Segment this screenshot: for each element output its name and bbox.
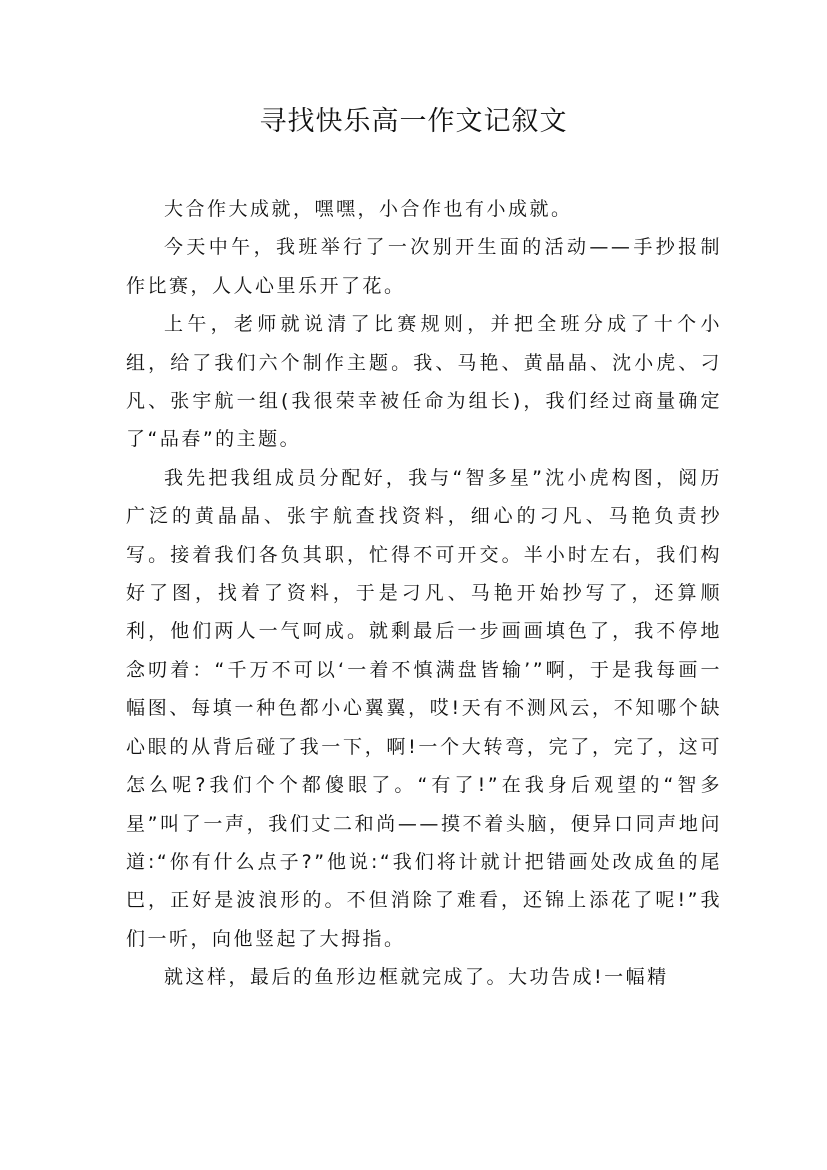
document-body bbox=[126, 190, 722, 997]
paragraph-3: 上午，老师就说清了比赛规则，并把全班分成了十个小组，给了我们六个制作主题。我、马艳、黄晶晶、沈小虎、刁凡、张宇航一组(我很荣幸被任命为组长)，我们经过商量确定了“品春”的主题。 bbox=[126, 313, 722, 451]
document-title: 寻找快乐高一作文记叙文 bbox=[259, 106, 568, 137]
paragraph-5: 就这样，最后的鱼形边框就完成了。大功告成!一幅精 bbox=[164, 966, 669, 989]
paragraph-2: 今天中午，我班举行了一次别开生面的活动——手抄报制作比赛，人人心里乐开了花。 bbox=[126, 236, 722, 297]
paragraph-1: 大合作大成就，嘿嘿，小合作也有小成就。 bbox=[164, 198, 573, 220]
paragraph-4: 我先把我组成员分配好，我与“智多星”沈小虎构图，阅历广泛的黄晶晶、张宇航查找资料，细心的刁凡、马艳负责抄写。接着我们各负其职，忙得不可开交。半小时左右，我们构好了图，找着了资料，于是刁凡、马艳开始抄写了，还算顺利，他们两人一气呵成。就剩最后一步画画填色了，我不停地念叨着：“千万不可以‘一着不慎满盘皆输’”啊，于是我每画一幅图、每填一种色都小心翼翼，哎!天有不测风云，不知哪个缺心眼的从背后碰了我一下，啊!一个大转弯，完了，完了，这可怎么呢?我们个个都傻眼了。“有了!”在我身后观望的“智多星”叫了一声，我们丈二和尚——摸不着头脑，便异口同声地问道:“你有什么点子?”他说:“我们将计就计把错画处改成鱼的尾巴，正好是波浪形的。不但消除了难看，还锦上添花了呢!”我们一听，向他竖起了大拇指。 bbox=[126, 466, 722, 950]
